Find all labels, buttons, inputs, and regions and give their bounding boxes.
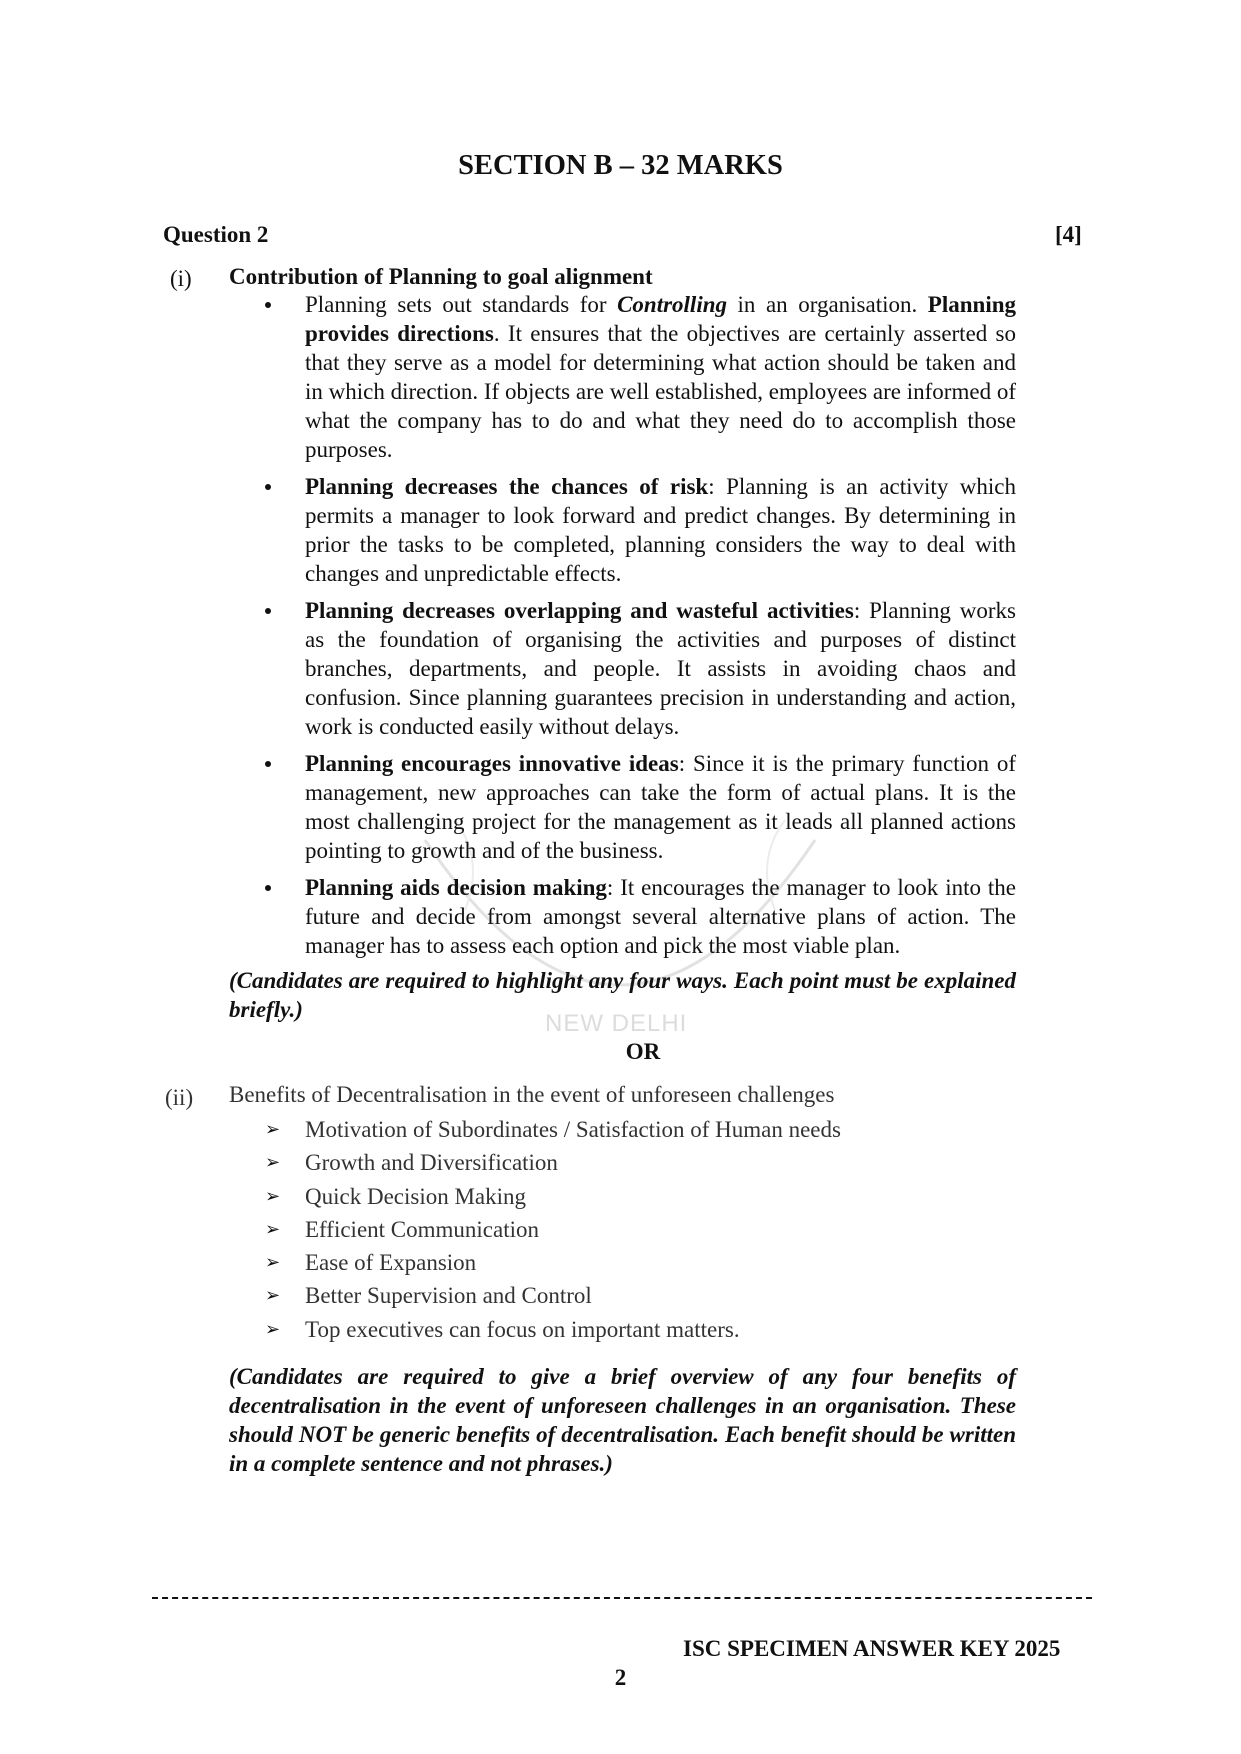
bullet-dot-icon	[265, 608, 271, 614]
arrow-bullet-icon: ➢	[265, 1119, 281, 1140]
bullet-bold: Planning encourages innovative ideas	[305, 751, 679, 776]
bullet-bold: Planning decreases the chances of risk	[305, 474, 709, 499]
footer-divider	[152, 1597, 1092, 1599]
benefit-item	[229, 1279, 841, 1312]
bullet-text: Planning sets out standards for	[305, 292, 618, 317]
bullet-bold: Planning provides directions	[305, 292, 1017, 346]
benefit-item	[229, 1246, 841, 1279]
bullet-dot-icon	[265, 885, 271, 891]
benefit-text: Motivation of Subordinates / Satisfaction of Human needs	[305, 1117, 841, 1142]
bullet-item	[229, 749, 1016, 865]
bullet-item	[229, 472, 1016, 588]
benefit-item	[229, 1113, 841, 1146]
question-label: Question 2	[163, 222, 269, 247]
bullet-dot-icon	[265, 761, 271, 767]
benefit-item	[229, 1313, 841, 1346]
part-i-heading: Contribution of Planning to goal alignment	[229, 264, 653, 289]
arrow-bullet-icon: ➢	[265, 1285, 281, 1307]
bullet-bold: Planning aids decision making	[305, 875, 607, 900]
bullet-dot-icon	[265, 302, 271, 308]
benefit-item	[229, 1213, 841, 1246]
bullet-bold: Planning decreases overlapping and wasteful activities	[305, 598, 854, 623]
or-divider: OR	[625, 1039, 661, 1064]
watermark-text: NEW DELHI	[545, 1010, 688, 1037]
part-ii-note: (Candidates are required to give a brief overview of any four benefits of decentralisation in the event of unforeseen challenges in an organisation. These should NOT be generic benefits of decentralisation. Each benefit should be written in a complete sentence and not phrases.)	[229, 1364, 1016, 1476]
benefit-text: Top executives can focus on important matters.	[305, 1316, 740, 1342]
part-ii-benefit-list	[229, 1113, 841, 1346]
benefit-text: Quick Decision Making	[305, 1183, 527, 1209]
bullet-item	[229, 290, 1016, 464]
arrow-bullet-icon: ➢	[265, 1152, 281, 1174]
bullet-text: : It encourages the manager to look into the future and decide from amongst several alternative plans of action. The manager has to assess each option and pick the most viable plan.	[305, 875, 1016, 958]
bullet-emphasis: Controlling	[617, 292, 727, 317]
arrow-bullet-icon: ➢	[265, 1252, 281, 1274]
bullet-text: in an organisation.	[727, 292, 928, 317]
arrow-bullet-icon: ➢	[265, 1218, 281, 1240]
bullet-dot-icon	[265, 484, 271, 490]
benefit-text: Growth and Diversification	[305, 1150, 558, 1176]
bullet-text: . It ensures that the objectives are certainly asserted so that they serve as a model for determining what action should be taken and in which direction. If objects are well established, employees are informed of what the company has to do and what they need do to accomplish those purposes.	[305, 321, 1017, 462]
benefit-item	[229, 1146, 841, 1179]
part-ii-numeral: (ii)	[165, 1085, 194, 1110]
bullet-item	[229, 873, 1016, 960]
arrow-bullet-icon: ➢	[265, 1185, 281, 1207]
arrow-bullet-icon: ➢	[265, 1318, 281, 1340]
section-title: SECTION B – 32 MARKS	[458, 150, 783, 181]
question-marks: [4]	[1055, 222, 1082, 247]
benefit-text: Better Supervision and Control	[305, 1283, 592, 1309]
part-i-numeral: (i)	[170, 266, 192, 291]
bullet-text: : Planning is an activity which permits a manager to look forward and predict changes. By determining in prior the tasks to be completed, planning considers the way to deal with changes and unpredictable effects.	[305, 474, 1016, 586]
page-number: 2	[614, 1665, 627, 1690]
bullet-item	[229, 596, 1016, 741]
benefit-text: Efficient Communication	[305, 1216, 539, 1242]
bullet-text: : Planning works as the foundation of organising the activities and purposes of distinct branches, departments, and people. It assists in avoiding chaos and confusion. Since planning guarantees precision in understanding and action, work is conducted easily without delays.	[305, 598, 1017, 739]
part-i-note: (Candidates are required to highlight any four ways. Each point must be explained briefly.)	[229, 968, 1016, 1022]
benefit-text: Ease of Expansion	[305, 1250, 477, 1276]
footer-title: ISC SPECIMEN ANSWER KEY 2025	[683, 1636, 1061, 1661]
bullet-text: : Since it is the primary function of management, new approaches can take the form of actual plans. It is the most challenging project for the management as it leads all planned actions pointing to growth and of the business.	[305, 751, 1016, 863]
benefit-item	[229, 1180, 841, 1213]
part-ii-heading: Benefits of Decentralisation in the event of unforeseen challenges	[229, 1082, 835, 1107]
part-i-bullet-list	[229, 290, 1016, 968]
